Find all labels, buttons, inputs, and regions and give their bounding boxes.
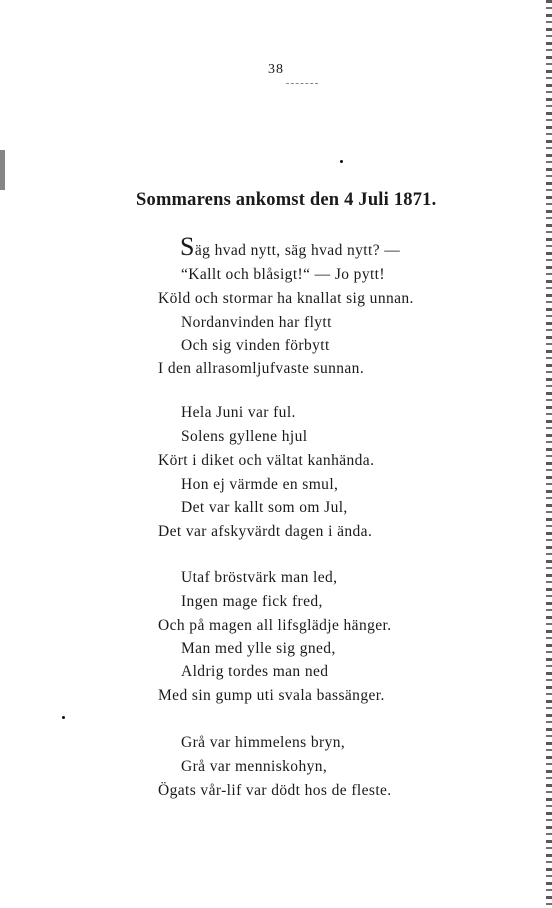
poem-line: Och sig vinden förbytt: [181, 337, 330, 354]
poem-line: Hon ej värmde en smul,: [181, 476, 339, 493]
poem-line: Och på magen all lifsglädje hänger.: [158, 617, 392, 634]
poem-line: Grå var menniskohyn,: [181, 758, 328, 775]
poem-line: Det var afskyvärdt dagen i ända.: [158, 523, 373, 540]
scan-margin-mark: [0, 150, 5, 190]
scan-edge-artifact: [546, 0, 552, 908]
page-number-rule: [286, 83, 318, 84]
poem-line: I den allrasomljufvaste sunnan.: [158, 360, 365, 377]
page-number: 38: [268, 62, 284, 77]
drop-cap: S: [180, 232, 195, 261]
poem-line: Nordanvinden har flytt: [181, 314, 332, 331]
poem-title: Sommarens ankomst den 4 Juli 1871.: [136, 190, 437, 210]
poem-line: Köld och stormar ha knallat sig unnan.: [158, 290, 414, 307]
poem-line: Solens gyllene hjul: [181, 428, 308, 445]
poem-line: Man med ylle sig gned,: [181, 640, 336, 657]
poem-line: Det var kallt som om Jul,: [181, 499, 348, 516]
ink-speck: [62, 716, 65, 719]
poem-line: Med sin gump uti svala bassänger.: [158, 687, 385, 704]
poem-line: Ögats vår-lif var dödt hos de fleste.: [158, 782, 392, 799]
ink-speck: [340, 160, 343, 163]
poem-line: Grå var himmelens bryn,: [181, 734, 346, 751]
poem-line: “Kallt och blåsigt!“ — Jo pytt!: [181, 266, 385, 283]
poem-line-text: äg hvad nytt, säg hvad nytt? —: [194, 242, 401, 259]
poem-line: Kört i diket och vältat kanhända.: [158, 452, 375, 469]
poem-line: Hela Juni var ful.: [181, 404, 296, 421]
poem-line: [180, 234, 400, 260]
poem-line: Ingen mage fick fred,: [181, 593, 323, 610]
poem-line: Utaf bröstvärk man led,: [181, 569, 338, 586]
poem-line: Aldrig tordes man ned: [181, 663, 329, 680]
